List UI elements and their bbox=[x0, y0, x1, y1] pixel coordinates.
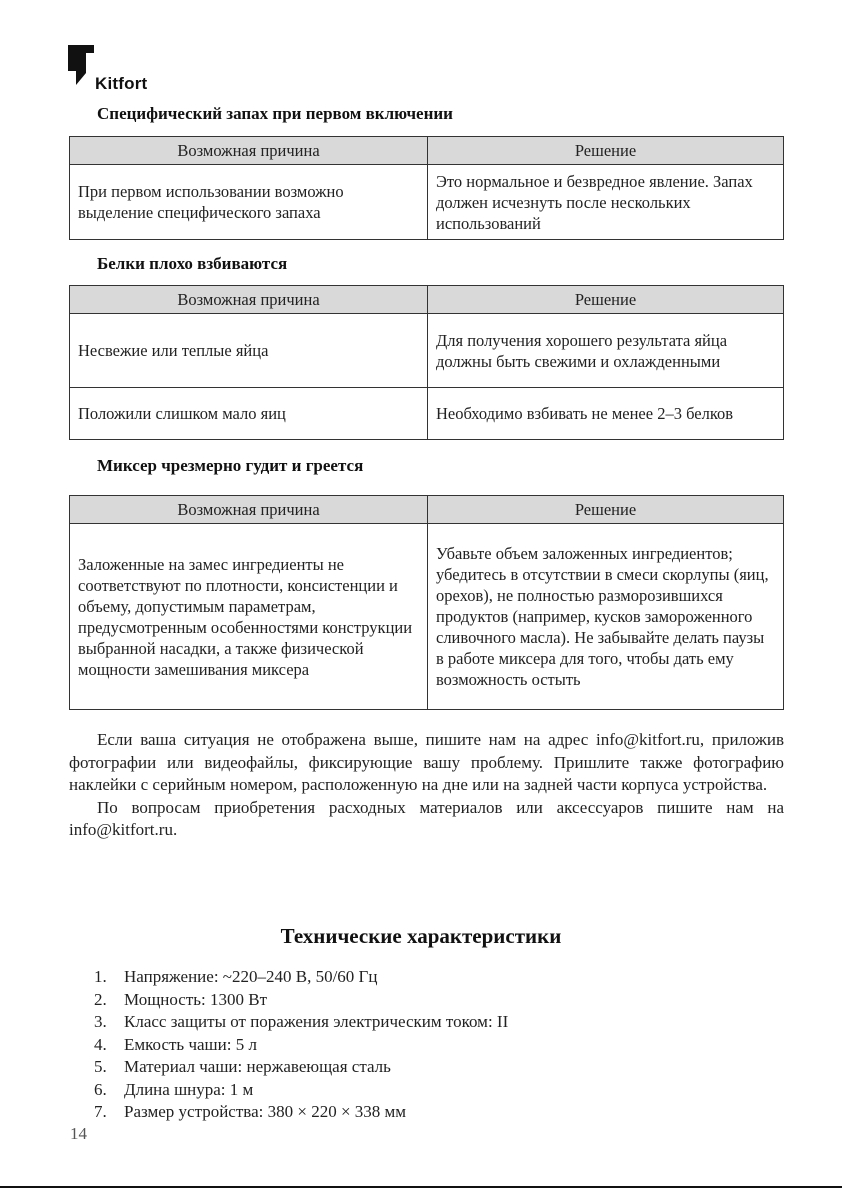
cause-cell: Заложенные на замес ингредиенты не соответствуют по плотности, консистенции и объему, допустимым параметрам, предусмотренным особенностями конструкции выбранной насадки, а также физической мощности замешивания миксера bbox=[70, 524, 428, 710]
cause-cell: Несвежие или теплые яйца bbox=[70, 314, 428, 388]
specs-item: 4. Емкость чаши: 5 л bbox=[94, 1034, 257, 1054]
specs-item: 1. Напряжение: ~220–240 В, 50/60 Гц bbox=[94, 967, 378, 986]
solution-cell: Для получения хорошего результата яйца должны быть свежими и охлажденными bbox=[428, 314, 784, 388]
specs-item: 6. Длина шнура: 1 м bbox=[94, 1079, 254, 1099]
troubleshoot-table-whites bbox=[69, 285, 784, 440]
table-row bbox=[70, 524, 784, 710]
solution-cell: Это нормальное и безвредное явление. Запах должен исчезнуть после нескольких использований bbox=[428, 165, 784, 240]
specs-item: 7. Размер устройства: 380 × 220 × 338 мм bbox=[94, 1102, 407, 1121]
column-header-solution: Решение bbox=[428, 286, 784, 314]
paragraph-accessories: По вопросам приобретения расходных материалов или аксессуаров пишите нам на info@kitfort.ru. bbox=[69, 797, 784, 839]
column-header-cause: Возможная причина bbox=[70, 137, 428, 165]
kitfort-logo-icon bbox=[68, 45, 98, 87]
specs-item: 5. Материал чаши: нержавеющая сталь bbox=[94, 1057, 391, 1076]
specs-item: 3. Класс защиты от поражения электрическим током: II bbox=[94, 1012, 509, 1031]
page-bottom-rule bbox=[0, 1186, 842, 1188]
table-row bbox=[70, 388, 784, 440]
cause-cell: Положили слишком мало яиц bbox=[70, 388, 428, 440]
column-header-solution: Решение bbox=[428, 496, 784, 524]
kitfort-logo bbox=[68, 45, 98, 92]
contact-paragraphs bbox=[69, 729, 784, 842]
page-number: 14 bbox=[70, 1124, 87, 1143]
cause-cell: При первом использовании возможно выделение специфического запаха bbox=[70, 165, 428, 240]
section-title-smell: Специфический запах при первом включении bbox=[97, 104, 453, 123]
solution-cell: Необходимо взбивать не менее 2–3 белков bbox=[428, 388, 784, 440]
brand-name: Kitfort bbox=[95, 74, 148, 93]
column-header-solution: Решение bbox=[428, 137, 784, 165]
specs-item: 2. Мощность: 1300 Вт bbox=[94, 989, 268, 1009]
section-title-whites: Белки плохо взбиваются bbox=[97, 254, 288, 273]
table-row bbox=[70, 165, 784, 240]
table-row bbox=[70, 314, 784, 388]
section-title-noise: Миксер чрезмерно гудит и греется bbox=[97, 456, 364, 475]
paragraph-contact: Если ваша ситуация не отображена выше, пишите нам на адрес info@kitfort.ru, приложив фотографии или видеофайлы, фиксирующие вашу проблему. Пришлите также фотографию наклейки с серийным номером, расположенную на дне или на задней части корпуса устройства. bbox=[69, 730, 784, 794]
column-header-cause: Возможная причина bbox=[70, 286, 428, 314]
specs-title: Технические характеристики bbox=[280, 924, 562, 948]
specs-list bbox=[94, 966, 508, 1124]
troubleshoot-table-smell bbox=[69, 136, 784, 240]
column-header-cause: Возможная причина bbox=[70, 496, 428, 524]
troubleshoot-table-noise bbox=[69, 495, 784, 710]
solution-cell: Убавьте объем заложенных ингредиентов; убедитесь в отсутствии в смеси скорлупы (яиц, орехов), не полностью разморозившихся продуктов (например, кусков замороженного сливочного масла). Не забывайте делать паузы в работе миксера для того, чтобы дать ему возможность остыть bbox=[428, 524, 784, 710]
